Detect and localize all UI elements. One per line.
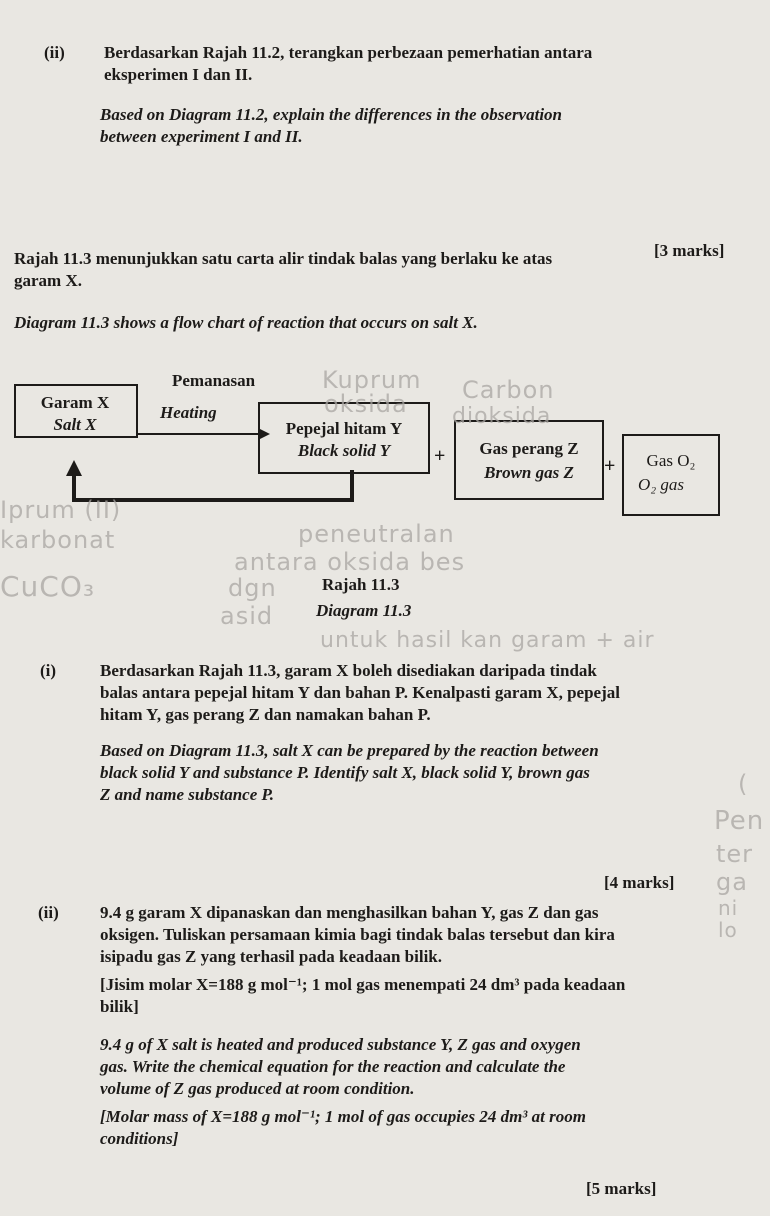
question-text-malay: Berdasarkan Rajah 11.2, terangkan perbezaan pemerhatian antara — [104, 43, 593, 62]
question-text-english: black solid Y and substance P. Identify salt X, black solid Y, brown gas — [100, 763, 590, 782]
plus-sign: + — [604, 455, 616, 477]
handwritten-note: ga — [716, 868, 748, 896]
question-text-malay: isipadu gas Z yang terhasil pada keadaan bilik. — [100, 947, 443, 966]
handwritten-note: dgn — [228, 574, 277, 602]
plus-sign: + — [434, 445, 446, 467]
handwritten-note: Pen — [714, 806, 765, 836]
handwritten-note: peneutralan — [298, 520, 455, 548]
handwritten-note: dioksida — [452, 404, 552, 429]
question-text-english: 9.4 g of X salt is heated and produced substance Y, Z gas and oxygen — [100, 1035, 581, 1054]
handwritten-note: asid — [220, 602, 274, 630]
intro-text-english: Diagram 11.3 shows a flow chart of reaction that occurs on salt X. — [14, 313, 478, 332]
handwritten-note: karbonat — [0, 526, 116, 554]
handwritten-note: untuk hasil kan garam + air — [320, 628, 655, 653]
handwritten-note: Carbon — [462, 376, 555, 404]
question-text-malay: Berdasarkan Rajah 11.3, garam X boleh disediakan daripada tindak — [100, 661, 597, 680]
question-text-malay: bilik] — [100, 997, 139, 1016]
handwritten-note: ter — [716, 840, 754, 868]
arrow-head-icon — [66, 460, 82, 476]
handwritten-note: antara oksida bes — [234, 548, 466, 576]
handwritten-note: CuCO₃ — [0, 570, 96, 603]
brown-gas-z-label-english: Brown gas Z — [484, 463, 574, 482]
question-text-english: volume of Z gas produced at room condition. — [100, 1079, 415, 1098]
question-number: (ii) — [44, 43, 65, 62]
question-text-malay: eksperimen I dan II. — [104, 65, 253, 84]
brown-gas-z-box — [454, 420, 604, 500]
handwritten-note: ni — [718, 896, 739, 920]
question-text-malay: hitam Y, gas perang Z dan namakan bahan P. — [100, 705, 431, 724]
oxygen-gas-label-english: O₂ gas — [638, 475, 685, 494]
question-text-english: Z and name substance P. — [100, 785, 274, 804]
question-text-english: Based on Diagram 11.3, salt X can be prepared by the reaction between — [100, 741, 599, 760]
handwritten-note: ( — [738, 770, 749, 798]
oxygen-gas-label-malay: Gas O₂ — [646, 451, 696, 470]
handwritten-note: Kuprum — [322, 366, 422, 394]
black-solid-y-label-english: Black solid Y — [297, 441, 391, 460]
intro-text-malay: garam X. — [14, 271, 82, 290]
salt-x-label-malay: Garam X — [40, 393, 110, 412]
question-text-english: [Molar mass of X=188 g mol⁻¹; 1 mol of gas occupies 24 dm³ at room — [100, 1107, 586, 1126]
marks-label: [4 marks] — [604, 873, 675, 892]
question-text-malay: oksigen. Tuliskan persamaan kimia bagi tindak balas tersebut dan kira — [100, 925, 615, 944]
question-text-malay: balas antara pepejal hitam Y dan bahan P. Kenalpasti garam X, pepejal — [100, 683, 620, 702]
marks-label: [5 marks] — [586, 1179, 657, 1198]
question-text-english: conditions] — [100, 1129, 179, 1148]
heating-label-english: Heating — [160, 403, 217, 422]
brown-gas-z-label-malay: Gas perang Z — [479, 439, 579, 458]
question-text-malay: 9.4 g garam X dipanaskan dan menghasilkan bahan Y, gas Z dan gas — [100, 903, 599, 922]
question-text-english: Based on Diagram 11.2, explain the differences in the observation — [100, 105, 563, 124]
diagram-caption-english: Diagram 11.3 — [316, 601, 412, 620]
intro-text-malay: Rajah 11.3 menunjukkan satu carta alir tindak balas yang berlaku ke atas — [14, 249, 553, 268]
question-text-english: between experiment I and II. — [100, 127, 303, 146]
marks-label: [3 marks] — [654, 241, 725, 260]
black-solid-y-label-malay: Pepejal hitam Y — [285, 419, 403, 438]
handwritten-note: oksida — [324, 390, 408, 418]
handwritten-note: Iprum (II) — [0, 496, 122, 524]
question-number: (i) — [40, 661, 57, 680]
salt-x-label-english: Salt X — [53, 415, 97, 434]
question-number: (ii) — [38, 903, 59, 922]
question-text-malay: [Jisim molar X=188 g mol⁻¹; 1 mol gas menempati 24 dm³ pada keadaan — [100, 975, 626, 994]
diagram-caption-malay: Rajah 11.3 — [322, 575, 400, 594]
question-text-english: gas. Write the chemical equation for the reaction and calculate the — [100, 1057, 566, 1076]
handwritten-note: lo — [718, 918, 738, 942]
heating-label-malay: Pemanasan — [172, 371, 256, 390]
